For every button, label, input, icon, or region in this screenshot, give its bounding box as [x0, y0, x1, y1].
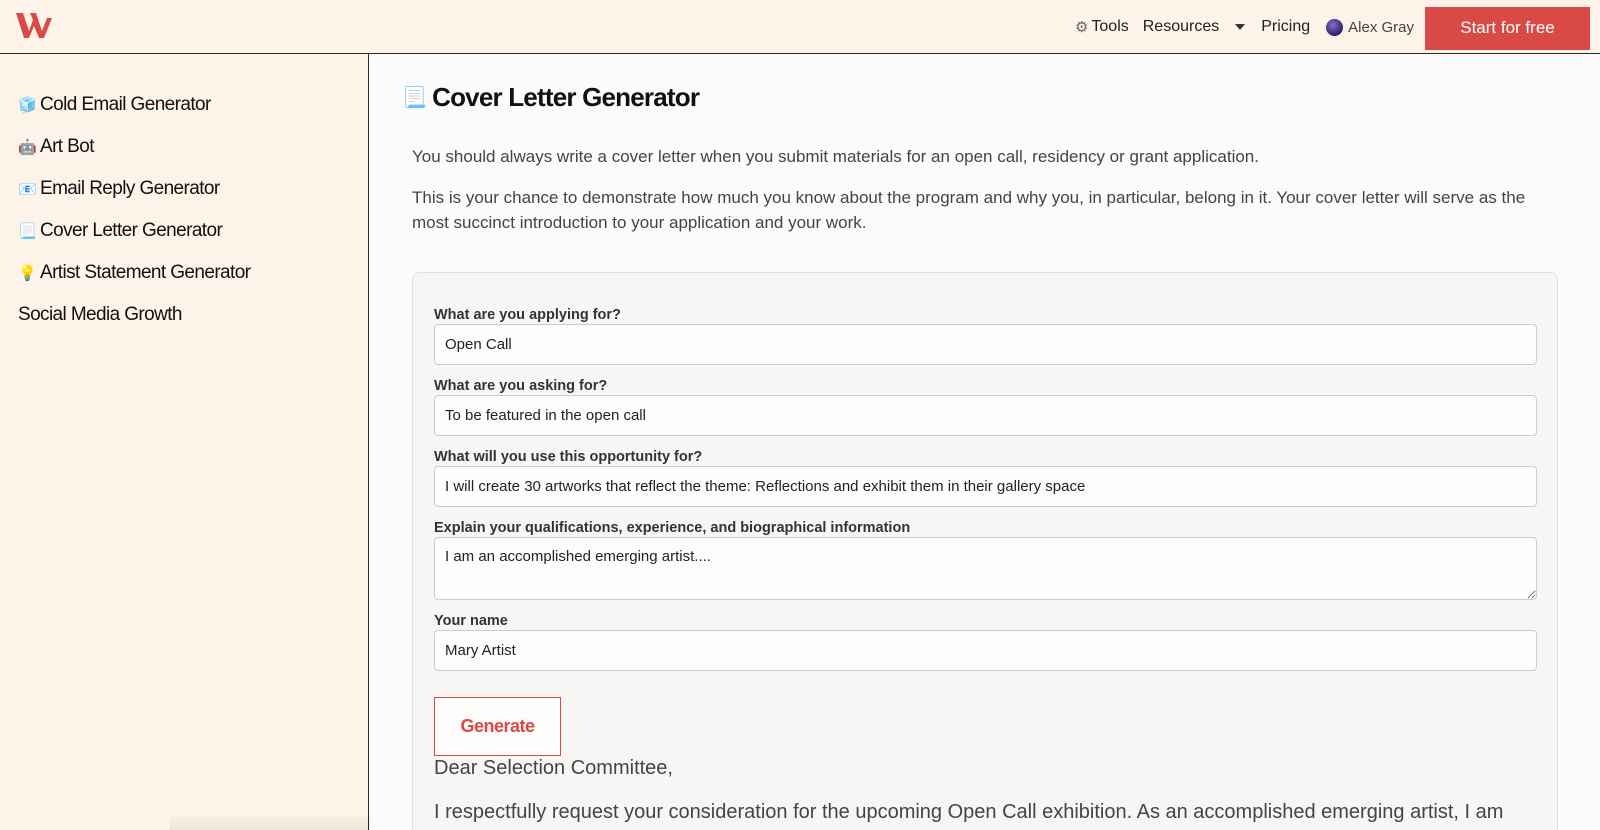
- main-content: [370, 54, 1600, 830]
- generator-form-card: [412, 272, 1558, 830]
- user-menu[interactable]: [1326, 19, 1414, 36]
- user-name: Alex Gray: [1348, 18, 1414, 36]
- sidebar-item-label: Art Bot: [40, 136, 94, 157]
- sidebar: [0, 54, 369, 830]
- opportunity-use-input[interactable]: [434, 466, 1537, 507]
- applying-for-input[interactable]: [434, 324, 1537, 365]
- page-icon: 📃: [402, 87, 427, 109]
- sidebar-item-label: Artist Statement Generator: [40, 262, 251, 283]
- sidebar-item-artist-statement[interactable]: [18, 252, 250, 294]
- applying-for-label: What are you applying for?: [434, 307, 621, 323]
- caret-down-icon: [1235, 24, 1245, 30]
- page-title-text: Cover Letter Generator: [432, 82, 700, 112]
- robot-icon: 🤖: [18, 139, 37, 156]
- lightbulb-icon: 💡: [18, 265, 37, 282]
- nav-resources-label: Resources: [1142, 18, 1220, 35]
- envelope-icon: 📧: [18, 181, 37, 198]
- intro-paragraph-1: You should always write a cover letter when you submit materials for an open call, residency or grant application.: [412, 147, 1259, 166]
- qualifications-textarea[interactable]: [434, 537, 1537, 600]
- sidebar-item-label: Social Media Growth: [18, 304, 182, 325]
- page-icon: 📃: [18, 223, 37, 240]
- nav-resources[interactable]: [1143, 18, 1245, 36]
- opportunity-use-label: What will you use this opportunity for?: [434, 449, 703, 465]
- asking-for-input[interactable]: [434, 395, 1537, 436]
- w-logo-icon[interactable]: [14, 10, 54, 40]
- gear-icon: ⚙: [1074, 19, 1089, 36]
- start-for-free-button[interactable]: Start for free: [1425, 7, 1590, 50]
- nav-pricing[interactable]: [1261, 18, 1310, 36]
- qualifications-label: Explain your qualifications, experience, and biographical information: [434, 520, 911, 536]
- your-name-label: Your name: [434, 613, 508, 629]
- sidebar-item-email-reply[interactable]: [18, 168, 250, 210]
- top-nav: [1075, 0, 1600, 54]
- sidebar-item-social-media[interactable]: [18, 294, 250, 336]
- sidebar-item-label: Email Reply Generator: [40, 178, 220, 199]
- sidebar-list: [18, 84, 250, 336]
- your-name-input[interactable]: [434, 630, 1537, 671]
- ice-cube-icon: 🧊: [18, 97, 37, 114]
- asking-for-label: What are you asking for?: [434, 378, 608, 394]
- sidebar-item-cover-letter[interactable]: [18, 210, 250, 252]
- sidebar-item-art-bot[interactable]: [18, 126, 250, 168]
- avatar: [1326, 19, 1343, 36]
- page-title: [402, 82, 699, 113]
- output-body: I respectfully request your consideration for the upcoming Open Call exhibition. As an accomplished emerging artist, I am: [434, 801, 1504, 823]
- nav-pricing-label: Pricing: [1261, 18, 1311, 35]
- output-greeting: Dear Selection Committee,: [434, 757, 673, 779]
- nav-tools[interactable]: [1075, 18, 1129, 36]
- generate-button[interactable]: Generate: [434, 697, 561, 756]
- top-bar: [0, 0, 1600, 54]
- sidebar-footer-shadow: [170, 812, 370, 830]
- sidebar-item-label: Cover Letter Generator: [40, 220, 223, 241]
- sidebar-item-cold-email[interactable]: [18, 84, 250, 126]
- sidebar-item-label: Cold Email Generator: [40, 94, 211, 115]
- intro-paragraph-2: This is your chance to demonstrate how much you know about the program and why you, in particular, belong in it. Your cover letter will serve as the most succinct introduction to your application and your work.: [412, 188, 1526, 232]
- nav-tools-label: Tools: [1091, 18, 1129, 35]
